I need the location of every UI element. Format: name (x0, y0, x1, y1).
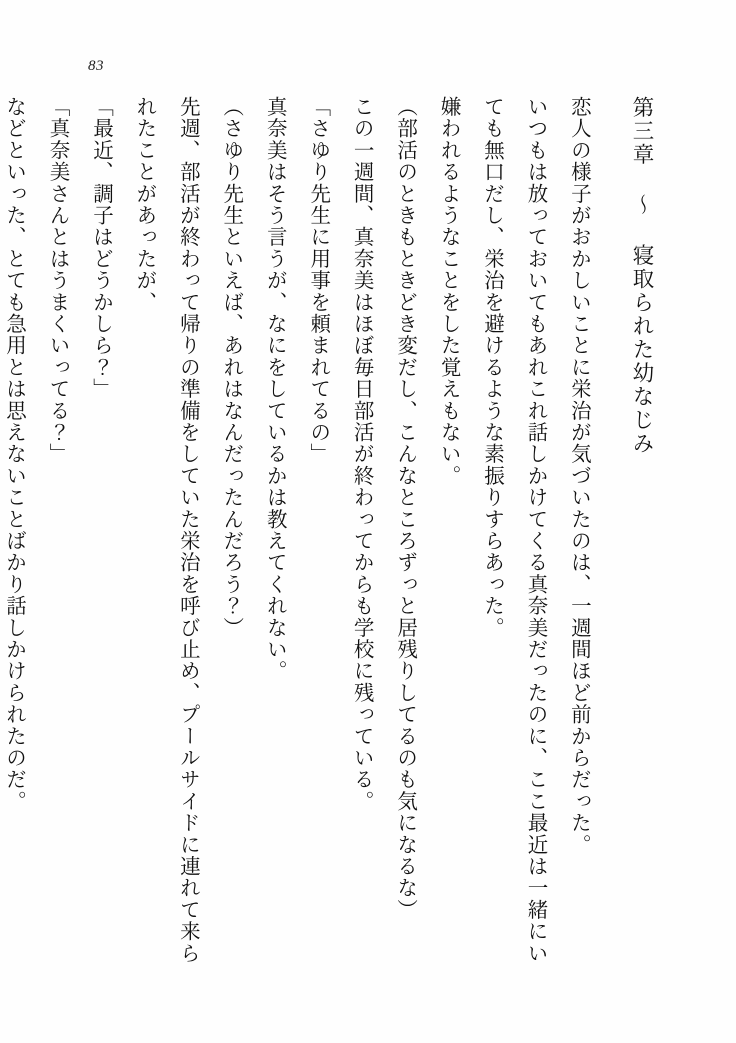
paragraph: 「さゆり先生に用事を頼まれてるの」 (306, 96, 331, 465)
page-number: 83 (88, 58, 104, 74)
chapter-title: 第三章 ～ 寝取られた幼なじみ (629, 96, 654, 456)
paragraph: などといった、とても急用とは思えないことばかり話しかけられたのだ。 (2, 96, 27, 813)
paragraph: （さゆり先生といえば、あれはなんだったんだろう？） (219, 96, 244, 639)
paragraph: 先週、部活が終わって帰りの準備をしていた栄治を呼び止め、プールサイドに連れて来られたことがあったが、 (132, 96, 201, 964)
paragraph: 真奈美はそう言うが、なにをしているかは教えてくれない。 (263, 96, 288, 682)
paragraph: 「真奈美さんとはうまくいってる？」 (45, 96, 70, 465)
paragraph: 「最近、調子はどうかしら？」 (89, 96, 114, 400)
paragraph: （部活のときもときどき変だし、こんなところずっと居残りしてるのも気になるな） (393, 96, 418, 921)
paragraph: いつもは放っておいてもあれこれ話しかけてくる真奈美だったのに、ここ最近は一緒にいても無口だし、栄治を避けるような素振りすらあった。 (480, 96, 548, 964)
paragraph: 嫌われるようなことをした覚えもない。 (437, 96, 462, 487)
paragraph: この一週間、真奈美はほぼ毎日部活が終わってからも学校に残っている。 (350, 96, 375, 813)
vertical-text-body (2, 96, 664, 976)
paragraph: 恋人の様子がおかしいことに栄治が気づいたのは、一週間ほど前からだった。 (567, 96, 592, 856)
column-spacer (600, 96, 618, 976)
